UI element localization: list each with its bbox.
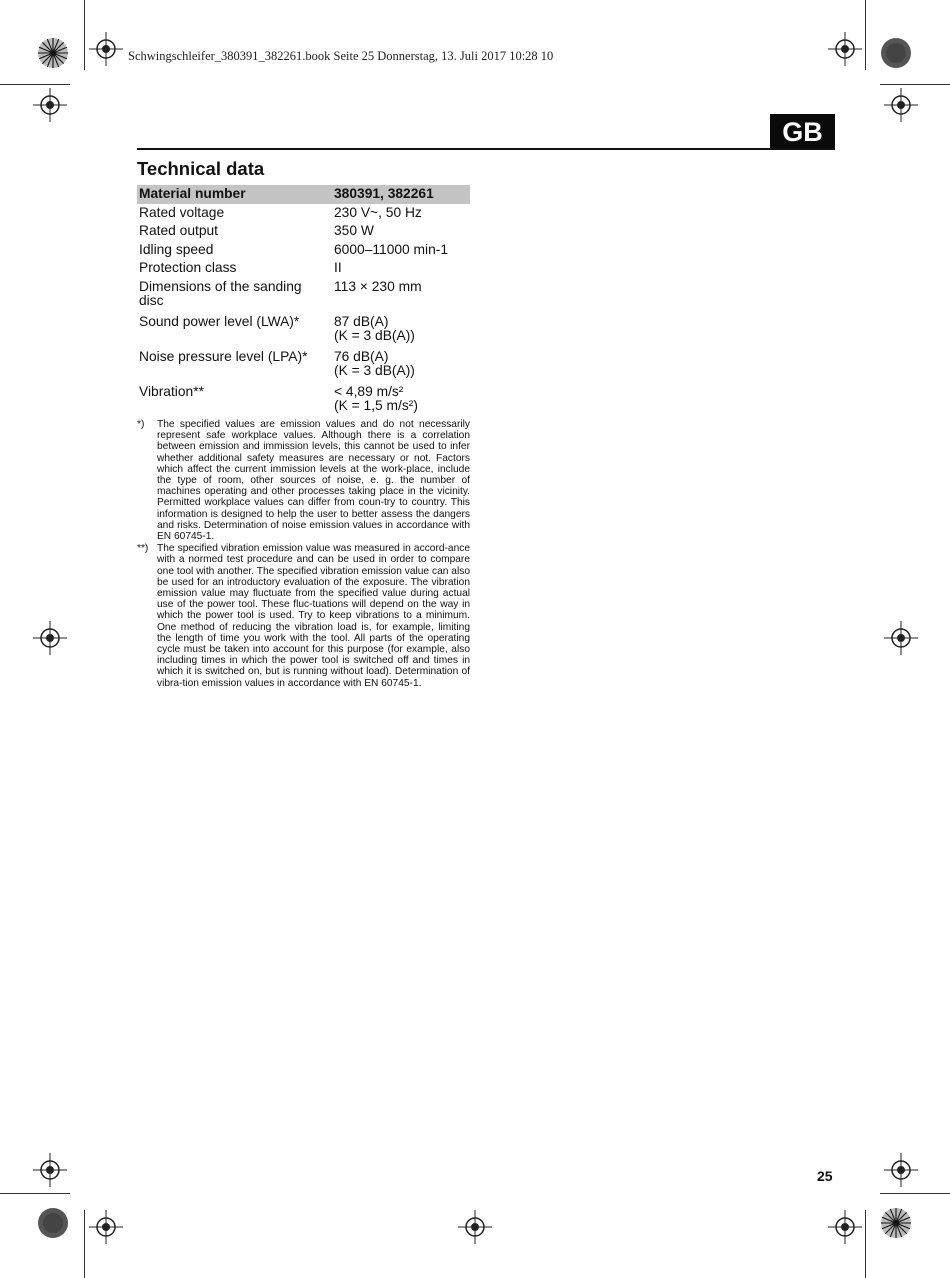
row-value: 87 dB(A) bbox=[334, 313, 389, 329]
registration-mark-icon bbox=[884, 1153, 918, 1187]
technical-data-table bbox=[137, 185, 470, 416]
crop-line bbox=[84, 0, 85, 70]
registration-mark-icon bbox=[828, 1210, 862, 1244]
row-label: Sound power level (LWA)* bbox=[139, 313, 300, 329]
filled-circle-target-icon bbox=[37, 1207, 69, 1239]
table-header-label: Material number bbox=[139, 186, 246, 201]
registration-mark-icon bbox=[89, 32, 123, 66]
footnote-text: The specified values are emission values and do not necessarily represent safe workplace values. Although there is a correlation between emission and immission levels, this cannot be used to infer whether additional safety measures are necessary or not. Factors which affect the current immission levels at the work-place, include the type of room, other sources of noise, e. g. the number of machines operating and other processes taking place in the vicinity. Permitted workplace values can differ from coun-try to country. This information is designed to help the user to better assess the dangers and risks. Determination of noise emission values in accordance with EN 60745-1. bbox=[157, 419, 470, 543]
crop-line bbox=[865, 0, 866, 70]
starburst-target-icon bbox=[37, 37, 69, 69]
row-value-group bbox=[334, 350, 470, 379]
row-value: 76 dB(A) bbox=[334, 348, 389, 364]
footnote-mark: *) bbox=[137, 419, 145, 430]
registration-mark-icon bbox=[828, 32, 862, 66]
footnote-mark: **) bbox=[137, 543, 149, 555]
crop-line bbox=[0, 84, 70, 85]
footnote bbox=[137, 543, 470, 689]
starburst-target-icon bbox=[880, 1207, 912, 1239]
row-value-tolerance: (K = 3 dB(A)) bbox=[334, 328, 415, 343]
row-value-tolerance: (K = 1,5 m/s²) bbox=[334, 398, 418, 413]
row-value: 113 × 230 mm bbox=[334, 278, 422, 294]
footnote bbox=[137, 419, 470, 542]
table-row bbox=[137, 259, 470, 278]
registration-mark-icon bbox=[458, 1210, 492, 1244]
crop-line bbox=[880, 1193, 950, 1194]
row-value: 230 V~, 50 Hz bbox=[334, 204, 422, 220]
registration-mark-icon bbox=[884, 88, 918, 122]
registration-mark-icon bbox=[89, 1210, 123, 1244]
row-value-group bbox=[334, 385, 470, 414]
footnotes bbox=[137, 419, 470, 690]
filled-circle-target-icon bbox=[880, 37, 912, 69]
row-label: Protection class bbox=[139, 260, 237, 275]
table-row bbox=[137, 346, 470, 381]
table-row bbox=[137, 381, 470, 416]
section-title: Technical data bbox=[137, 158, 265, 179]
row-label: Vibration** bbox=[139, 383, 204, 399]
crop-line bbox=[0, 1193, 70, 1194]
crop-line bbox=[880, 84, 950, 85]
row-value: 350 W bbox=[334, 223, 374, 238]
row-label: Dimensions of the sanding disc bbox=[139, 278, 302, 308]
crop-line bbox=[865, 1210, 866, 1278]
header-rule bbox=[137, 148, 835, 150]
table-row bbox=[137, 222, 470, 241]
registration-mark-icon bbox=[33, 1153, 67, 1187]
table-row bbox=[137, 204, 470, 223]
row-label: Noise pressure level (LPA)* bbox=[139, 348, 308, 364]
row-value-group bbox=[334, 315, 470, 344]
row-label: Rated output bbox=[139, 223, 219, 238]
table-row bbox=[137, 241, 470, 260]
footnote-text: The specified vibration emission value was measured in accord-ance with a normed test procedure and can be used in order to compare one tool with another. The specified vibration emission value can also be used for an introductory evaluation of the exposure. The vibration emission value may fluctuate from the specified value during actual use of the power tool. These fluc-tuations will depend on the way in which the power tool is used. Try to keep vibrations to a minimum. One method of reducing the vibration load is, for example, limiting the length of time you work with the tool. All parts of the operating cycle must be taken into account for this purpose (for example, also including times in which the power tool is switched off and times in which it is switched on, but is running without load). Determination of vibra-tion emission values in accordance with EN 60745-1. bbox=[157, 543, 470, 689]
print-header: Schwingschleifer_380391_382261.book Seite 25 Donnerstag, 13. Juli 2017 10:28 10 bbox=[128, 49, 554, 63]
table-header-row bbox=[137, 185, 470, 204]
page-number: 25 bbox=[817, 1168, 833, 1184]
row-value: 6000–11000 min-1 bbox=[334, 241, 449, 257]
row-label: Rated voltage bbox=[139, 204, 225, 220]
registration-mark-icon bbox=[33, 621, 67, 655]
table-row bbox=[137, 311, 470, 346]
table-row bbox=[137, 278, 470, 311]
crop-line bbox=[84, 1210, 85, 1278]
row-value: < 4,89 m/s² bbox=[334, 383, 404, 399]
row-value-tolerance: (K = 3 dB(A)) bbox=[334, 363, 415, 378]
table-header-value: 380391, 382261 bbox=[334, 186, 434, 201]
language-tab: GB bbox=[770, 114, 835, 150]
row-label: Idling speed bbox=[139, 241, 214, 257]
registration-mark-icon bbox=[33, 88, 67, 122]
registration-mark-icon bbox=[884, 621, 918, 655]
row-value: II bbox=[334, 260, 342, 275]
